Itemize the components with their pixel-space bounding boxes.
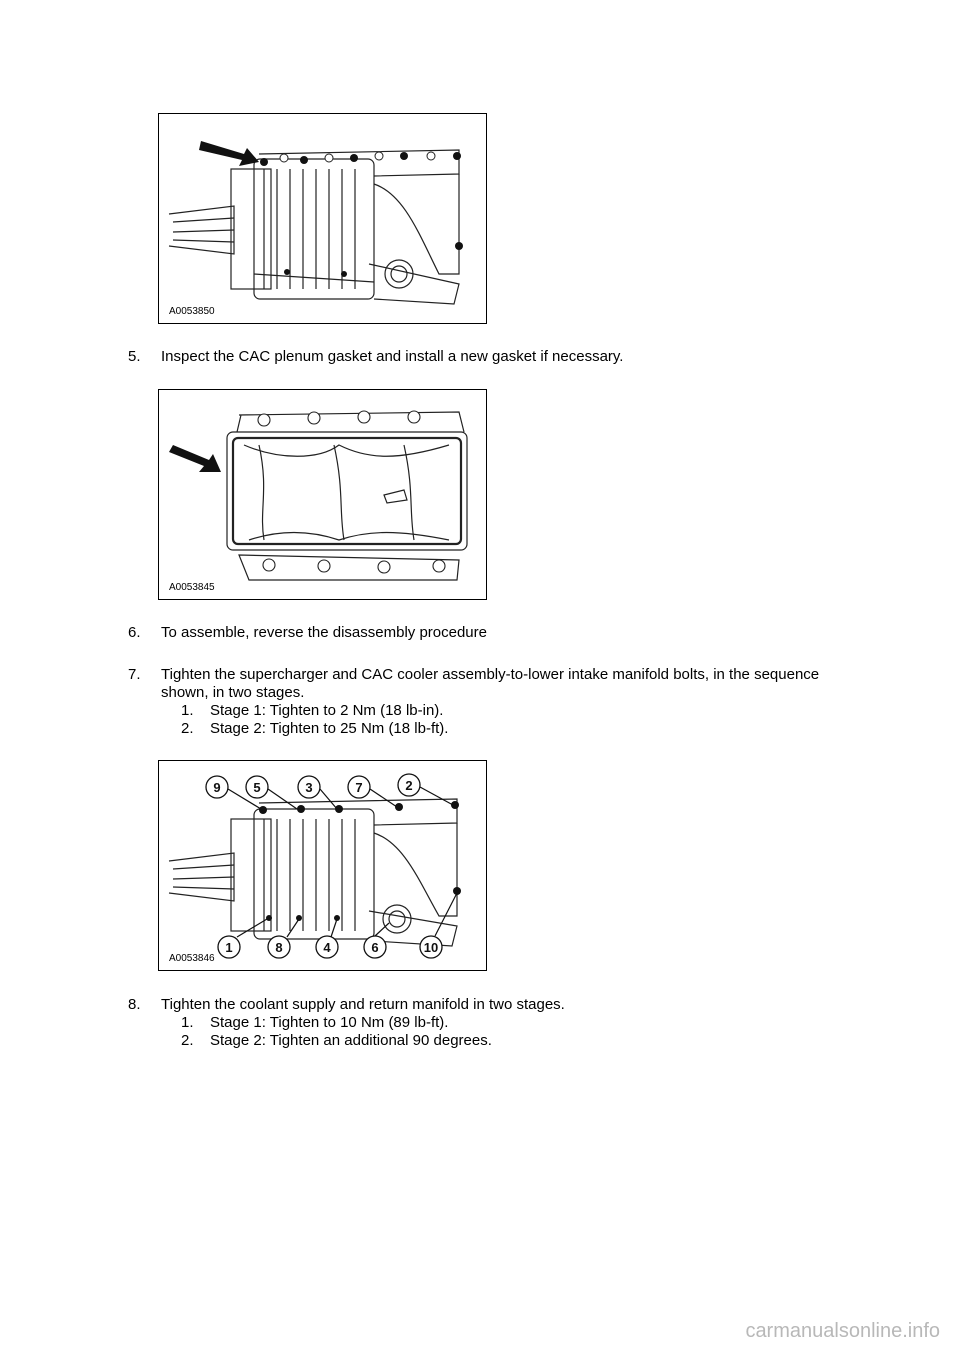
- substep-text: Stage 1: Tighten to 2 Nm (18 lb-in).: [210, 702, 444, 719]
- callout-label: 1: [225, 940, 233, 955]
- arrow-pointer: [169, 445, 221, 472]
- callout-label: 2: [405, 778, 413, 793]
- gasket-illustration: [159, 390, 486, 599]
- step-number: 7.: [128, 666, 141, 683]
- substep-text: Stage 1: Tighten to 10 Nm (89 lb-ft).: [210, 1014, 449, 1031]
- step-text: Inspect the CAC plenum gasket and install a new gasket if necessary.: [161, 348, 624, 365]
- figure-id: A0053850: [169, 306, 215, 317]
- step-number: 5.: [128, 348, 141, 365]
- callout-label: 6: [371, 940, 379, 955]
- arrow-pointer: [199, 141, 259, 166]
- step-text: To assemble, reverse the disassembly procedure: [161, 624, 487, 641]
- callout-label: 3: [305, 780, 313, 795]
- substep-number: 2.: [181, 720, 194, 737]
- supercharger-illustration: [159, 114, 486, 323]
- callout-label: 8: [275, 940, 283, 955]
- substep-number: 1.: [181, 1014, 194, 1031]
- site-watermark: carmanualsonline.info: [745, 1320, 940, 1342]
- step-number: 8.: [128, 996, 141, 1013]
- bolt-sequence-illustration: [159, 761, 486, 970]
- figure-bolt-sequence: [158, 760, 487, 971]
- figure-id: A0053845: [169, 582, 215, 593]
- figure-id: A0053846: [169, 953, 215, 964]
- step-number: 6.: [128, 624, 141, 641]
- substep-number: 1.: [181, 702, 194, 719]
- figure-plenum-gasket: [158, 389, 487, 600]
- callout-label: 9: [213, 780, 221, 795]
- substep-text: Stage 2: Tighten an additional 90 degrees.: [210, 1032, 492, 1049]
- callout-label: 4: [323, 940, 331, 955]
- callout-label: 7: [355, 780, 363, 795]
- callout-label: 10: [423, 940, 439, 955]
- substep-text: Stage 2: Tighten to 25 Nm (18 lb-ft).: [210, 720, 449, 737]
- callout-label: 5: [253, 780, 261, 795]
- step-text: Tighten the supercharger and CAC cooler assembly-to-lower intake manifold bolts, in the sequence shown, in two stages.: [161, 666, 820, 701]
- step-text: Tighten the coolant supply and return manifold in two stages.: [161, 996, 565, 1013]
- substep-number: 2.: [181, 1032, 194, 1049]
- figure-supercharger-top: [158, 113, 487, 324]
